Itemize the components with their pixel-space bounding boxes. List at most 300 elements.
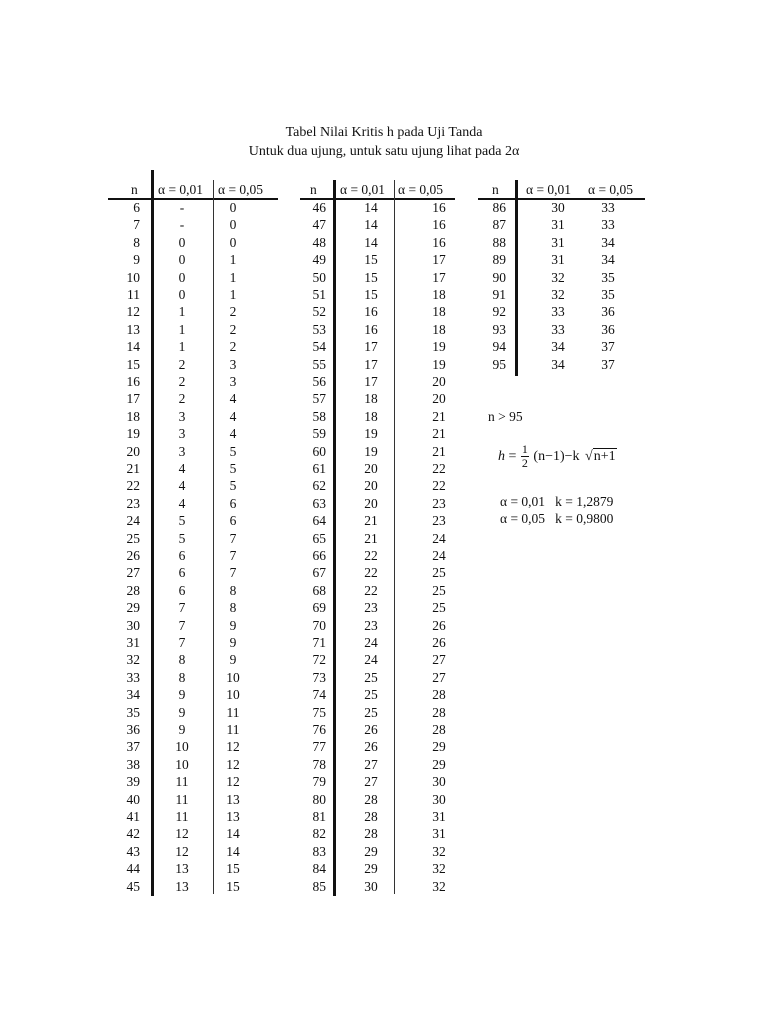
n-cell: 26 [126,548,140,563]
n-cell: 40 [126,791,140,807]
alpha-005-cell: 4 [229,426,237,442]
alpha-001-cell: 27 [364,756,378,772]
alpha-005-cell: 22 [432,478,446,494]
n-cell: 48 [312,234,326,250]
n-cell: 60 [312,443,326,459]
alpha-001-cell: 5 [178,530,186,546]
n-cell: 24 [126,513,140,529]
k-value-alpha-005: α = 0,05 k = 0,9800 [500,511,614,526]
n-cell: 14 [126,339,140,355]
table-row [108,599,278,616]
table-row [108,564,278,581]
table-row [478,356,645,373]
alpha-001-cell: 30 [551,200,565,215]
alpha-001-cell: 16 [364,304,378,320]
n-cell: 27 [126,565,140,581]
alpha-001-cell: 27 [364,774,378,790]
n-cell: 36 [126,722,140,737]
n-cell: 13 [126,321,140,337]
table-row [108,582,278,599]
alpha-001-cell: 14 [364,234,378,250]
n-cell: 52 [312,304,326,320]
n-cell: 83 [312,843,326,859]
n-cell: 54 [312,339,326,355]
alpha-001-cell: 18 [364,391,378,407]
alpha-005-cell: 17 [432,252,446,268]
alpha-001-cell: 7 [178,635,186,650]
table-row [300,234,455,251]
formula-fraction [521,443,529,470]
formula-equals: = [508,448,517,464]
alpha-005-cell: 6 [229,495,237,511]
table-row [300,773,455,790]
n-cell: 59 [312,426,326,442]
alpha-001-cell: 2 [178,391,186,407]
n-cell: 70 [312,617,326,633]
n-cell: 10 [126,269,140,285]
table-row [108,808,278,825]
alpha-005-cell: 3 [229,356,237,372]
alpha-005-cell: 23 [432,513,446,529]
header-alpha-005: α = 0,05 [398,182,444,197]
n-cell: 76 [312,722,326,737]
table-row [108,286,278,303]
alpha-001-cell: 29 [364,861,378,877]
table-row [108,338,278,355]
table-row [478,303,645,320]
alpha-005-cell: 8 [229,582,237,598]
table-row [300,477,455,494]
alpha-001-cell: 5 [178,513,186,529]
alpha-001-cell: 32 [551,269,565,285]
table-row [300,582,455,599]
alpha-005-cell: 24 [432,548,446,563]
alpha-001-cell: 13 [175,878,189,894]
alpha-001-cell: 28 [364,791,378,807]
page-subtitle: Untuk dua ujung, untuk satu ujung lihat pada 2α [248,144,520,159]
table-row [478,338,645,355]
alpha-001-cell: 31 [551,217,565,233]
alpha-005-cell: 20 [432,374,446,389]
alpha-005-cell: 5 [229,461,237,476]
alpha-001-cell: 11 [175,791,189,807]
alpha-005-cell: 2 [229,304,237,320]
table-row [108,321,278,338]
alpha-001-cell: 21 [364,513,378,529]
critical-values-table-2 [300,180,455,896]
table-row [108,791,278,808]
alpha-001-cell: 23 [364,600,378,616]
n-cell: 34 [126,687,140,703]
n-cell: 87 [492,217,506,233]
alpha-001-cell: 14 [364,200,378,215]
alpha-005-cell: 21 [432,443,446,459]
alpha-005-cell: 10 [226,669,240,685]
alpha-005-cell: 34 [601,234,615,250]
alpha-001-cell: 14 [364,217,378,233]
alpha-005-cell: 21 [432,426,446,442]
formula-numerator: 1 [521,442,528,456]
alpha-001-cell: 25 [364,669,378,685]
table-row [300,599,455,616]
alpha-001-cell: 18 [364,408,378,424]
alpha-005-cell: 13 [226,791,240,807]
table-row [300,860,455,877]
alpha-001-cell: 15 [364,287,378,302]
alpha-005-cell: 32 [432,878,446,894]
alpha-005-cell: 12 [226,739,240,755]
n-cell: 81 [312,809,326,824]
alpha-001-cell: 10 [175,756,189,772]
alpha-001-cell: 1 [178,304,186,320]
table-row [300,408,455,425]
alpha-005-cell: 34 [601,252,615,268]
n-cell: 20 [126,443,140,459]
n-cell: 82 [312,826,326,842]
table-row [108,617,278,634]
table-row [300,390,455,407]
alpha-001-cell: 22 [364,582,378,598]
table-row [300,825,455,842]
table-row [478,251,645,268]
n-cell: 65 [312,530,326,546]
n-cell: 31 [126,635,140,650]
alpha-001-cell: 21 [364,530,378,546]
n-cell: 79 [312,774,326,790]
sqrt-sign-icon: √ [585,448,593,464]
table-row [300,321,455,338]
alpha-001-cell: 25 [364,687,378,703]
n-cell: 35 [126,704,140,720]
table-row [108,860,278,877]
table-row [108,773,278,790]
n-cell: 73 [312,669,326,685]
table-row [108,460,278,477]
alpha-005-cell: 9 [229,652,237,668]
alpha-001-cell: 1 [178,321,186,337]
alpha-001-cell: 2 [178,356,186,372]
alpha-001-cell: 26 [364,722,378,737]
alpha-001-cell: 24 [364,635,378,650]
table-row [108,721,278,738]
n-cell: 33 [126,669,140,685]
alpha-005-cell: 36 [601,304,615,320]
alpha-001-cell: 19 [364,443,378,459]
table-row [478,269,645,286]
alpha-005-cell: 30 [432,791,446,807]
n-cell: 41 [126,809,140,824]
alpha-001-cell: 34 [551,356,565,372]
alpha-005-cell: 35 [601,269,615,285]
table-row [300,547,455,564]
alpha-001-cell: 3 [178,426,186,442]
alpha-005-cell: 35 [601,287,615,302]
alpha-005-cell: 2 [229,321,237,337]
table-row [478,234,645,251]
alpha-001-cell: 20 [364,478,378,494]
alpha-005-cell: 21 [432,408,446,424]
alpha-001-cell: 17 [364,356,378,372]
table-row [108,651,278,668]
alpha-005-cell: 31 [432,826,446,842]
alpha-005-cell: 27 [432,652,446,668]
alpha-005-cell: 13 [226,809,240,824]
n-cell: 44 [126,861,140,877]
alpha-005-cell: 20 [432,391,446,407]
header-alpha-005: α = 0,05 [588,182,634,197]
table-row [108,756,278,773]
n-cell: 53 [312,321,326,337]
table-row [108,443,278,460]
table-row [300,738,455,755]
n-cell: 7 [133,217,140,233]
alpha-005-cell: 33 [601,217,615,233]
n-cell: 61 [312,461,326,476]
n-cell: 55 [312,356,326,372]
alpha-005-cell: 6 [229,513,237,529]
n-cell: 22 [126,478,140,494]
table-row [478,199,645,216]
table-row [300,843,455,860]
table-row [300,669,455,686]
n-cell: 75 [312,704,326,720]
n-cell: 16 [126,374,140,389]
n-cell: 63 [312,495,326,511]
table-row [108,634,278,651]
alpha-001-cell: 9 [178,704,186,720]
table-row [478,321,645,338]
table-row [300,878,455,895]
table-row [478,216,645,233]
alpha-001-cell: 17 [364,374,378,389]
alpha-005-cell: 14 [226,826,240,842]
alpha-005-cell: 25 [432,565,446,581]
alpha-005-cell: 31 [432,809,446,824]
alpha-001-cell: 4 [178,478,186,494]
alpha-001-cell: 22 [364,565,378,581]
alpha-001-cell: 28 [364,826,378,842]
n-cell: 88 [492,234,506,250]
n-cell: 21 [126,461,140,476]
n-cell: 50 [312,269,326,285]
table-row [108,704,278,721]
table-row [108,686,278,703]
n-cell: 57 [312,391,326,407]
formula-radicand: n+1 [593,449,616,464]
table-row [300,704,455,721]
table-row [300,791,455,808]
header-alpha-005: α = 0,05 [218,182,264,197]
table-row [108,234,278,251]
alpha-001-cell: 0 [178,234,186,250]
table-row [300,495,455,512]
alpha-005-cell: 19 [432,339,446,355]
table-row [108,843,278,860]
alpha-001-cell: 31 [551,252,565,268]
alpha-005-cell: 30 [432,774,446,790]
table-row [108,390,278,407]
alpha-005-cell: 29 [432,756,446,772]
alpha-001-cell: 3 [178,408,186,424]
alpha-001-cell: 11 [175,809,189,824]
alpha-005-cell: 11 [226,704,240,720]
table-row [300,651,455,668]
table-row [108,530,278,547]
n-cell: 45 [126,878,140,894]
n-cell: 49 [312,252,326,268]
alpha-001-cell: 11 [175,774,189,790]
alpha-001-cell: 34 [551,339,565,355]
alpha-001-cell: 24 [364,652,378,668]
table-row [300,634,455,651]
alpha-001-cell: 0 [178,269,186,285]
alpha-005-cell: 18 [432,287,446,302]
alpha-005-cell: 3 [229,374,237,389]
alpha-005-cell: 0 [229,234,237,250]
table-row [108,512,278,529]
table-row [300,460,455,477]
alpha-001-cell: 6 [178,548,186,563]
alpha-001-cell: 33 [551,321,565,337]
table-row [108,269,278,286]
alpha-001-cell: 6 [178,565,186,581]
alpha-005-cell: 16 [432,234,446,250]
alpha-005-cell: 7 [229,565,237,581]
table-row [478,286,645,303]
table-row [108,878,278,895]
n-cell: 46 [312,200,326,215]
critical-values-table-1 [108,180,278,896]
n-cell: 56 [312,374,326,389]
alpha-005-cell: 26 [432,617,446,633]
alpha-005-cell: 32 [432,861,446,877]
alpha-005-cell: 28 [432,687,446,703]
alpha-005-cell: 7 [229,530,237,546]
alpha-005-cell: 18 [432,304,446,320]
alpha-005-cell: 26 [432,635,446,650]
n-cell: 92 [492,304,506,320]
page-title: Tabel Nilai Kritis h pada Uji Tanda [285,125,483,140]
alpha-001-cell: 7 [178,600,186,616]
n-cell: 64 [312,513,326,529]
table-row [300,721,455,738]
alpha-001-cell: 22 [364,548,378,563]
n-cell: 9 [133,252,140,268]
alpha-001-cell: - [179,200,185,215]
alpha-005-cell: 24 [432,530,446,546]
n-cell: 32 [126,652,140,668]
n-cell: 25 [126,530,140,546]
alpha-005-cell: 4 [229,408,237,424]
alpha-001-cell: 6 [178,582,186,598]
alpha-001-cell: 4 [178,495,186,511]
alpha-005-cell: 9 [229,617,237,633]
table-row [108,356,278,373]
alpha-005-cell: 14 [226,843,240,859]
formula-denominator: 2 [521,456,528,470]
alpha-001-cell: 17 [364,339,378,355]
n-cell: 29 [126,600,140,616]
table-row [300,686,455,703]
table-row [300,373,455,390]
n-cell: 11 [127,287,140,302]
header-alpha-001: α = 0,01 [158,182,204,197]
alpha-001-cell: 0 [178,252,186,268]
table-row [300,269,455,286]
n-cell: 38 [126,756,140,772]
alpha-005-cell: 8 [229,600,237,616]
table-row [108,495,278,512]
n-cell: 8 [133,234,140,250]
alpha-005-cell: 11 [226,722,240,737]
alpha-005-cell: 33 [601,200,615,215]
alpha-001-cell: 12 [175,826,189,842]
alpha-001-cell: 20 [364,461,378,476]
header-n: n [492,182,499,197]
table-row [300,530,455,547]
table-row [300,443,455,460]
alpha-001-cell: 15 [364,269,378,285]
alpha-005-cell: 15 [226,878,240,894]
alpha-001-cell: 13 [175,861,189,877]
alpha-001-cell: 2 [178,374,186,389]
alpha-001-cell: 10 [175,739,189,755]
table-row [300,756,455,773]
alpha-005-cell: 36 [601,321,615,337]
n-cell: 28 [126,582,140,598]
alpha-005-cell: 16 [432,217,446,233]
n-cell: 67 [312,565,326,581]
n-cell: 15 [126,356,140,372]
alpha-001-cell: 23 [364,617,378,633]
alpha-001-cell: 12 [175,843,189,859]
n-cell: 89 [492,252,506,268]
alpha-005-cell: 1 [229,287,237,302]
table-row [108,408,278,425]
alpha-005-cell: 29 [432,739,446,755]
n-cell: 12 [126,304,140,320]
k-value-alpha-001: α = 0,01 k = 1,2879 [500,494,614,509]
table-row [108,373,278,390]
critical-values-table-3 [478,180,645,380]
alpha-005-cell: 1 [229,252,237,268]
alpha-001-cell: 28 [364,809,378,824]
table-row [108,251,278,268]
alpha-005-cell: 28 [432,704,446,720]
alpha-001-cell: - [179,217,185,233]
alpha-005-cell: 25 [432,582,446,598]
alpha-001-cell: 8 [178,669,186,685]
alpha-005-cell: 19 [432,356,446,372]
n-cell: 72 [312,652,326,668]
alpha-005-cell: 5 [229,478,237,494]
alpha-001-cell: 4 [178,461,186,476]
n-cell: 58 [312,408,326,424]
alpha-001-cell: 16 [364,321,378,337]
table-row [108,738,278,755]
table-row [108,303,278,320]
formula-middle: (n−1)−k [533,448,580,464]
large-n-formula [498,443,617,470]
table-row [300,251,455,268]
alpha-001-cell: 8 [178,652,186,668]
alpha-001-cell: 31 [551,234,565,250]
table-row [108,216,278,233]
table-row [300,199,455,216]
table-row [300,286,455,303]
table-row [300,216,455,233]
n-cell: 51 [312,287,326,302]
